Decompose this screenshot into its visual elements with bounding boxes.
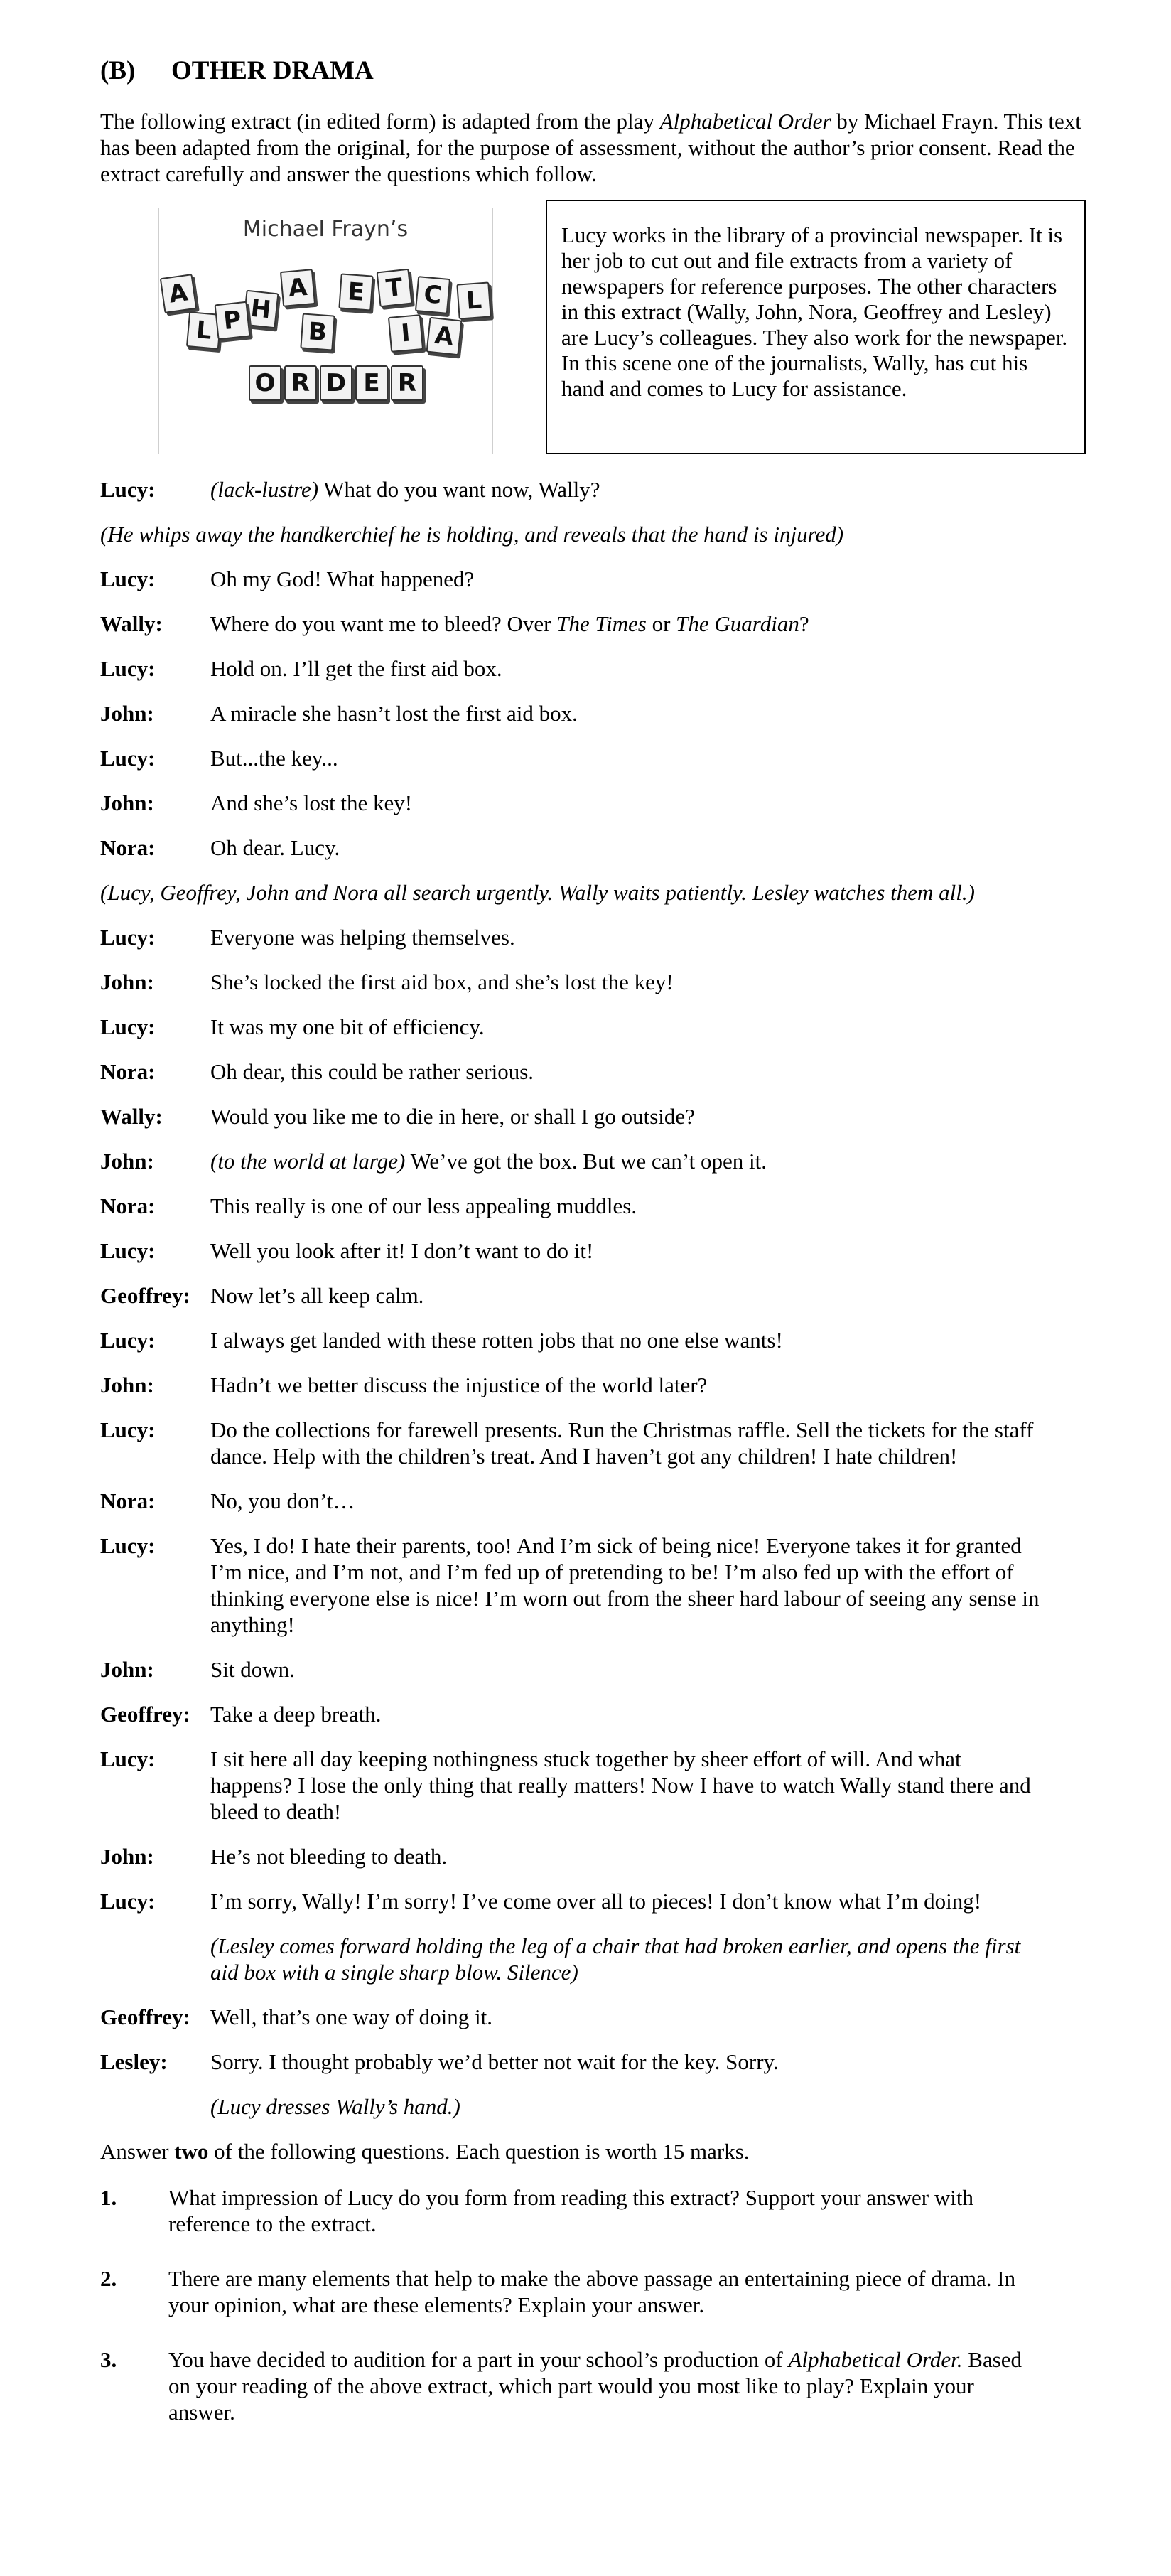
line-text-content: Where do you want me to bleed? Over <box>210 611 557 636</box>
speaker: Lucy: <box>100 477 156 502</box>
stage-direction: (lack-lustre) <box>210 477 319 502</box>
logo-tile: A <box>426 317 463 356</box>
dialogue-line <box>100 1148 1095 1174</box>
dialogue-line <box>100 1488 1095 1514</box>
line-text: I’m sorry, Wally! I’m sorry! I’ve come over all to pieces! I don’t know what I’m doing! <box>210 1889 982 1914</box>
speaker: Lucy: <box>100 1328 156 1353</box>
answer-instructions <box>100 2138 1095 2164</box>
speaker: Lucy: <box>100 1014 156 1039</box>
stage-direction: (He whips away the handkerchief he is holding, and reveals that the hand is injured) <box>100 522 844 547</box>
question <box>100 2346 1095 2425</box>
instruction-text: Answer <box>100 2139 175 2164</box>
line-text: Hold on. I’ll get the first aid box. <box>210 656 502 681</box>
logo-tile: A <box>280 269 315 307</box>
question-text <box>168 2346 1035 2425</box>
dialogue-line <box>100 1701 1095 1727</box>
speaker: John: <box>100 701 154 726</box>
speaker: Nora: <box>100 835 156 860</box>
speaker: John: <box>100 790 154 815</box>
context-box <box>546 200 1086 454</box>
line-text: Do the collections for farewell presents. Run the Christmas raffle. Sell the tickets for the staff dance. Help with the children’s treat. And I haven’t got any children! I hate children! <box>210 1417 1034 1469</box>
speaker: Wally: <box>100 1104 163 1129</box>
section-label: (B) <box>100 56 136 85</box>
dialogue-line <box>100 1193 1095 1219</box>
logo-tile: E <box>355 365 388 401</box>
newspaper-title: The Guardian <box>676 611 799 636</box>
speaker: Lesley: <box>100 2049 168 2074</box>
dialogue-line <box>100 1372 1095 1398</box>
dialogue-line <box>100 700 1095 726</box>
logo-tile: B <box>300 313 335 350</box>
logo-tile: L <box>186 311 222 350</box>
line-text-content: We’ve got the box. But we can’t open it. <box>405 1149 767 1174</box>
line-text: Well, that’s one way of doing it. <box>210 2005 492 2029</box>
dialogue-line <box>100 1058 1095 1085</box>
speaker: Nora: <box>100 1488 156 1513</box>
logo-byline: Michael Frayn’s <box>242 217 409 242</box>
speaker: Nora: <box>100 1193 156 1218</box>
instruction-emphasis: two <box>174 2139 209 2164</box>
line-text: Oh dear. Lucy. <box>210 835 340 860</box>
dialogue-line <box>100 1327 1095 1353</box>
newspaper-title: The Times <box>556 611 647 636</box>
line-text: No, you don’t… <box>210 1488 355 1513</box>
line-text-content: or <box>646 611 676 636</box>
context-text-2: In this scene one of the journalists, Wally, has cut his hand and comes to Lucy for assistance. <box>561 350 1028 401</box>
logo-tile: E <box>338 273 373 311</box>
speaker: John: <box>100 1657 154 1682</box>
dialogue-line <box>100 1103 1095 1129</box>
logo-tile: P <box>215 301 251 340</box>
line-text-content: What do you want now, Wally? <box>318 477 600 502</box>
stage-direction: (Lucy, Geoffrey, John and Nora all search urgently. Wally waits patiently. Lesley watches them all.) <box>100 880 975 905</box>
dialogue-line <box>100 1014 1095 1040</box>
speaker: Lucy: <box>100 1417 156 1442</box>
line-text: Hadn’t we better discuss the injustice of the world later? <box>210 1373 708 1397</box>
line-text: Everyone was helping themselves. <box>210 925 515 950</box>
logo-tile: O <box>249 365 281 401</box>
play-title: Alphabetical Order. <box>788 2347 963 2372</box>
question-text-part: Based on your reading of the above extract, which part would you most like to play? Explain your answer. <box>168 2347 1022 2425</box>
dialogue-line <box>100 1417 1095 1469</box>
speaker: Wally: <box>100 611 163 636</box>
intro-paragraph <box>100 108 1095 187</box>
dialogue-line <box>100 1888 1095 1914</box>
line-text: Sit down. <box>210 1657 295 1682</box>
instruction-text-end: of the following questions. Each question is worth 15 marks. <box>208 2139 750 2164</box>
line-text: Take a deep breath. <box>210 1702 382 1727</box>
dialogue-line <box>100 2049 1095 2075</box>
line-text <box>210 476 1042 503</box>
speaker: Geoffrey: <box>100 1702 190 1727</box>
question-text: What impression of Lucy do you form from reading this extract? Support your answer with reference to the extract. <box>168 2185 973 2236</box>
speaker: Geoffrey: <box>100 1283 190 1308</box>
dialogue-line <box>100 790 1095 816</box>
question-number: 2. <box>100 2266 117 2291</box>
line-text: And she’s lost the key! <box>210 790 413 815</box>
line-text: Sorry. I thought probably we’d better not wait for the key. Sorry. <box>210 2049 779 2074</box>
question-text: There are many elements that help to make the above passage an entertaining piece of drama. In your opinion, what are these elements? Explain your answer. <box>168 2266 1016 2317</box>
line-text: I sit here all day keeping nothingness stuck together by sheer effort of will. And what happens? I lose the only thing that really matters! Now I have to watch Wally stand there and bleed to death! <box>210 1746 1031 1824</box>
logo-tile: C <box>415 276 450 314</box>
dialogue-line <box>100 655 1095 682</box>
question <box>100 2184 1095 2237</box>
line-text: I always get landed with these rotten jobs that no one else wants! <box>210 1328 783 1353</box>
stage-direction: (Lucy dresses Wally’s hand.) <box>210 2094 460 2119</box>
question-text-part: You have decided to audition for a part in your school’s production of <box>168 2347 789 2372</box>
logo-tile: L <box>456 281 491 319</box>
logo-tile: H <box>243 290 279 329</box>
line-text: Oh my God! What happened? <box>210 567 475 591</box>
speaker: John: <box>100 1844 154 1869</box>
line-text: This really is one of our less appealing muddles. <box>210 1193 637 1218</box>
logo-tile: R <box>284 365 317 401</box>
dialogue-line <box>100 1238 1095 1264</box>
play-logo <box>158 208 493 454</box>
dialogue-line <box>100 745 1095 771</box>
dialogue-line <box>100 834 1095 861</box>
line-text: Well you look after it! I don’t want to do it! <box>210 1238 594 1263</box>
dialogue-line <box>100 476 1095 503</box>
play-extract <box>100 476 1095 2454</box>
line-text: She’s locked the first aid box, and she’s lost the key! <box>210 970 674 994</box>
dialogue-line <box>100 1282 1095 1309</box>
speaker: Lucy: <box>100 925 156 950</box>
intro-text-end: by Michael Frayn. This text has been adapted from the original, for the purpose of assessment, without the author’s prior consent. Read the extract carefully and answer the questions which follow. <box>100 109 1081 186</box>
stage-direction: (to the world at large) <box>210 1149 406 1174</box>
speaker: Lucy: <box>100 656 156 681</box>
speaker: Lucy: <box>100 1238 156 1263</box>
dialogue-line <box>100 2004 1095 2030</box>
speaker: Lucy: <box>100 567 156 591</box>
line-text: A miracle she hasn’t lost the first aid box. <box>210 701 578 726</box>
dialogue-line <box>100 1533 1095 1638</box>
logo-tile: R <box>391 365 423 401</box>
speaker: John: <box>100 1373 154 1397</box>
dialogue-line <box>100 1656 1095 1683</box>
dialogue-line <box>100 566 1095 592</box>
dialogue-line <box>100 924 1095 950</box>
section-heading <box>100 55 374 87</box>
stage-direction: (Lesley comes forward holding the leg of a chair that had broken earlier, and opens the first aid box with a single sharp blow. Silence) <box>210 1933 1021 1985</box>
line-text-content: ? <box>799 611 809 636</box>
logo-tile: I <box>388 314 423 353</box>
line-text: Oh dear, this could be rather serious. <box>210 1059 534 1084</box>
intro-text: The following extract (in edited form) is adapted from the play <box>100 109 660 134</box>
line-text: It was my one bit of efficiency. <box>210 1014 485 1039</box>
dialogue-line <box>100 969 1095 995</box>
speaker: Lucy: <box>100 746 156 771</box>
speaker: Nora: <box>100 1059 156 1084</box>
speaker: John: <box>100 970 154 994</box>
context-text: Lucy works in the library of a provincial newspaper. It is her job to cut out and file extracts from a variety of newspapers for reference purposes. The other characters in this extract (Wally, John, Nora, Geoffrey and Lesley) are Lucy’s colleagues. They also work for the newspaper. <box>561 222 1068 350</box>
dialogue-line <box>100 1843 1095 1869</box>
logo-tile: T <box>377 269 413 308</box>
speaker: Lucy: <box>100 1533 156 1558</box>
dialogue-line <box>100 611 1095 637</box>
question-number: 3. <box>100 2347 117 2372</box>
line-text <box>210 1148 1042 1174</box>
speaker: Lucy: <box>100 1746 156 1771</box>
logo-tile: D <box>320 365 352 401</box>
section-title: OTHER DRAMA <box>171 56 374 85</box>
speaker: Geoffrey: <box>100 2005 190 2029</box>
line-text: But...the key... <box>210 746 338 771</box>
line-text: Would you like me to die in here, or shall I go outside? <box>210 1104 695 1129</box>
line-text: He’s not bleeding to death. <box>210 1844 448 1869</box>
play-title: Alphabetical Order <box>659 109 831 134</box>
line-text: Now let’s all keep calm. <box>210 1283 424 1308</box>
line-text <box>210 611 1042 637</box>
line-text: Yes, I do! I hate their parents, too! And I’m sick of being nice! Everyone takes it for granted I’m nice, and I’m not, and I’m fed up of pretending to be! I’m also fed up with the effort of thinking everyone else is nice! I’m worn out from the sheer hard labour of seeing any sense in anything! <box>210 1533 1040 1637</box>
speaker: Lucy: <box>100 1889 156 1914</box>
logo-tile: A <box>160 274 198 313</box>
question <box>100 2265 1095 2318</box>
dialogue-line <box>100 1746 1095 1825</box>
question-number: 1. <box>100 2185 117 2210</box>
speaker: John: <box>100 1149 154 1174</box>
